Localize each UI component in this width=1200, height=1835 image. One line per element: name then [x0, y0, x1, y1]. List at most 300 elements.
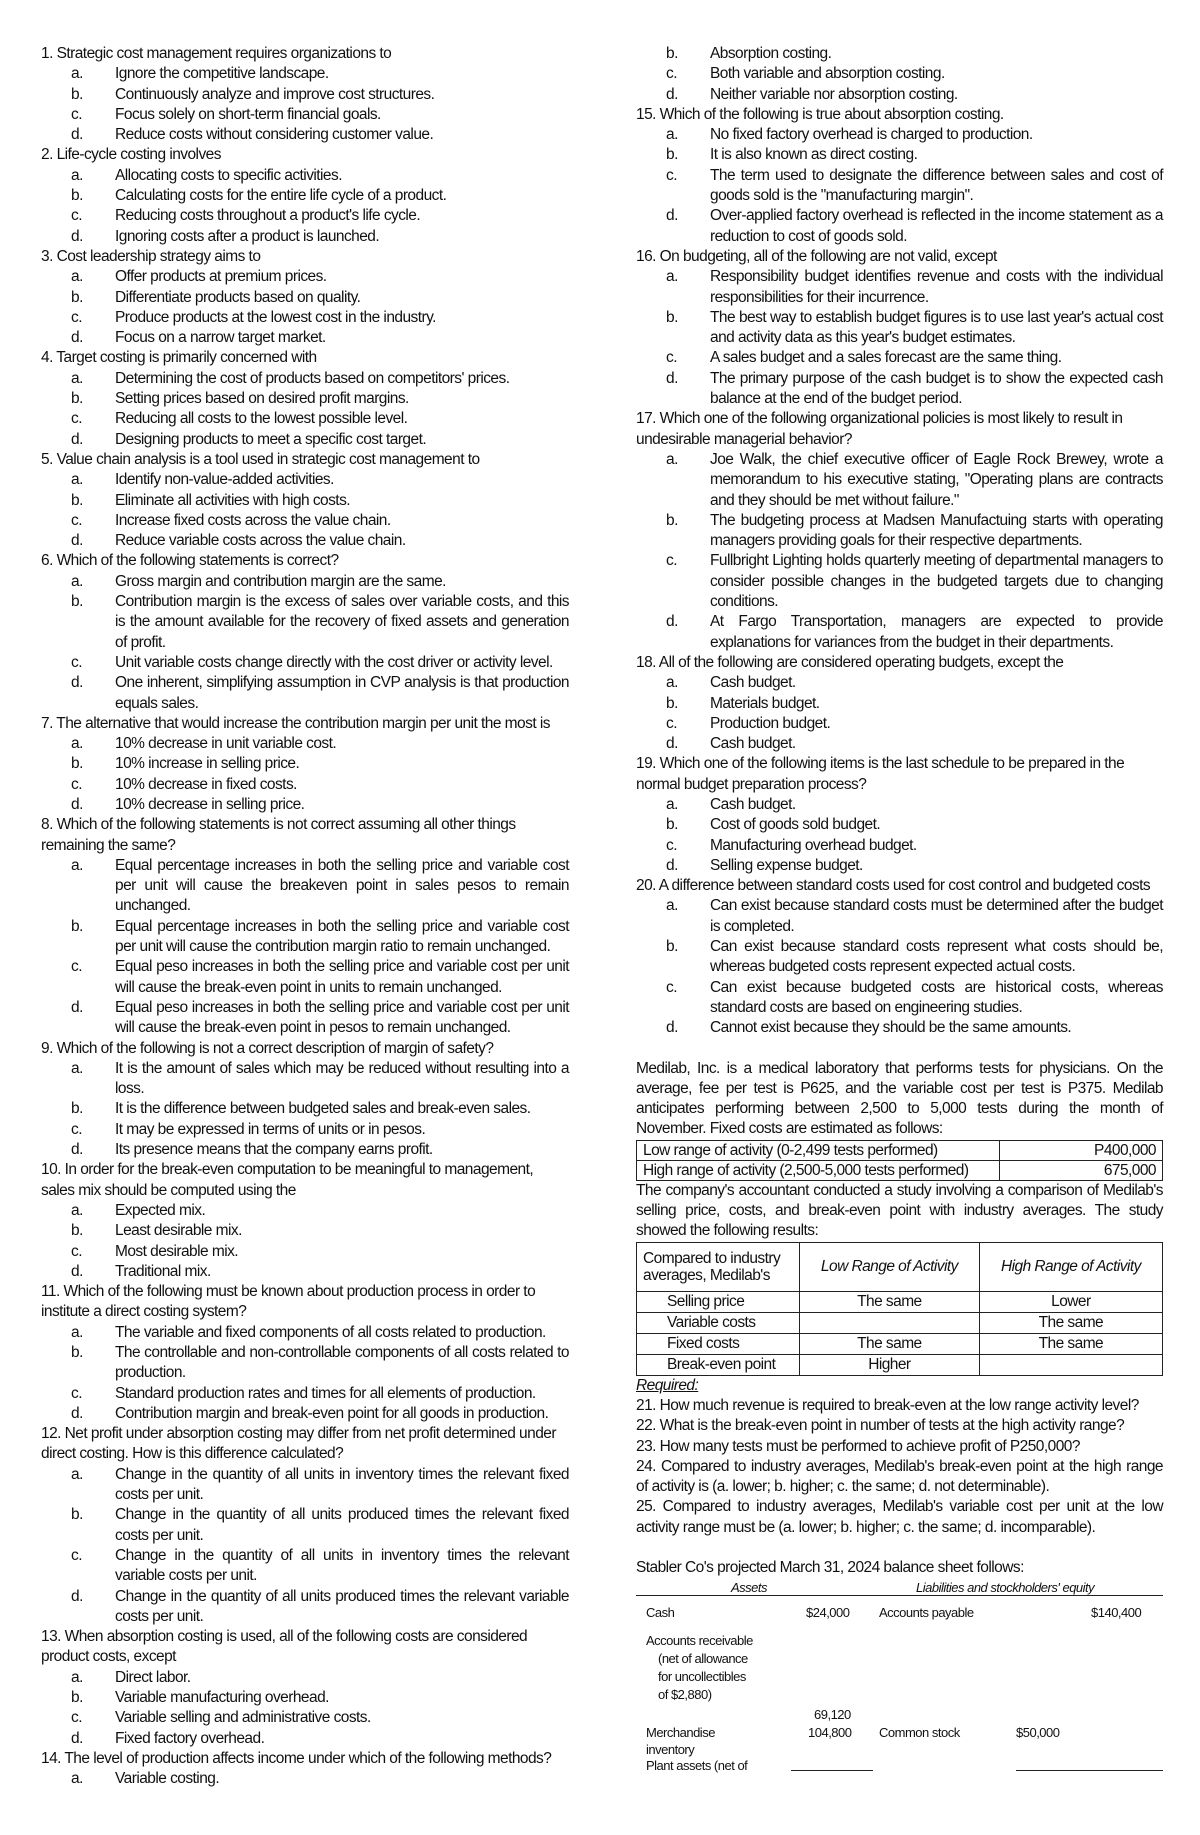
question-stem: 9. Which of the following is not a correct description of margin of safety? [41, 1039, 494, 1057]
common-stock-amount: $50,000 [1016, 1725, 1060, 1741]
answer-options [636, 125, 1163, 247]
question-stem: 3. Cost leadership strategy aims to [41, 247, 261, 265]
option-letter: c. [71, 1709, 82, 1727]
option-letter: c. [71, 1546, 82, 1564]
ar-label-line: Accounts receivable [646, 1633, 753, 1649]
option-text: Increase fixed costs across the value chain. [115, 511, 391, 529]
answer-option [65, 957, 569, 998]
answer-option [660, 694, 1163, 714]
q14-continued-options [636, 44, 1163, 105]
answer-option [65, 64, 569, 84]
option-text: Produce products at the lowest cost in the industry. [115, 308, 436, 326]
answer-option [660, 64, 1163, 84]
answer-option [660, 551, 1163, 612]
answer-options [636, 795, 1163, 876]
option-letter: a. [71, 735, 83, 753]
answer-options [41, 734, 569, 815]
answer-options [636, 450, 1163, 653]
required-item: 22. What is the break-even point in number of tests at the high activity range? [636, 1417, 1125, 1435]
option-text: Neither variable nor absorption costing. [710, 85, 958, 103]
question-stem: 4. Target costing is primarily concerned with [41, 349, 317, 367]
table-row [637, 1140, 1163, 1160]
table-row [637, 1354, 1163, 1375]
common-stock-label: Common stock [879, 1725, 960, 1741]
option-letter: a. [71, 1201, 83, 1219]
row-label: Break-even point [637, 1354, 800, 1375]
table-row [637, 1333, 1163, 1354]
option-letter: c. [71, 775, 82, 793]
option-letter: c. [71, 1242, 82, 1260]
answer-option [65, 1668, 569, 1688]
medilab-intro: Medilab, Inc. is a medical laboratory that performs tests for physicians. On the average, fee per test is P625, and the variable cost per test is P375. Medilab anticipates performing between 2,500 to 5,000 tests during the month of November. Fixed costs are estimated as follows: [636, 1059, 1163, 1138]
option-text: Change in the quantity of all units in inventory times the relevant variable costs per unit. [115, 1546, 569, 1585]
answer-options [636, 267, 1163, 409]
option-letter: d. [666, 735, 678, 753]
answer-options [636, 673, 1163, 754]
option-text: Cash budget. [710, 795, 796, 813]
question-stem: 5. Value chain analysis is a tool used in strategic cost management to [41, 450, 480, 468]
option-letter: a. [666, 268, 678, 286]
answer-option [65, 1384, 569, 1404]
stabler-intro: Stabler Co's projected March 31, 2024 balance sheet follows: [636, 1559, 1024, 1576]
option-letter: b. [71, 390, 83, 408]
merchandise-amount: 104,800 [808, 1725, 852, 1741]
option-letter: d. [666, 207, 678, 225]
option-letter: c. [666, 166, 677, 184]
table-row [637, 1291, 1163, 1312]
option-letter: a. [71, 1323, 83, 1341]
option-text: A sales budget and a sales forecast are the same thing. [710, 349, 1062, 367]
option-text: Joe Walk, the chief executive officer of Eagle Rock Brewey, wrote a memorandum to his executive stating, "Operating plans are contracts and they should be met without failure." [710, 450, 1163, 509]
option-letter: a. [71, 1668, 83, 1686]
option-text: Focus on a narrow target market. [115, 329, 326, 347]
option-text: Direct labor. [115, 1668, 191, 1686]
option-text: Cash budget. [710, 674, 796, 692]
answer-option [65, 1120, 569, 1140]
option-letter: b. [71, 1344, 83, 1361]
merchandise-label-line: inventory [646, 1742, 695, 1758]
merchandise-label-line: Merchandise [646, 1725, 715, 1741]
column-header: High Range of Activity [979, 1242, 1162, 1291]
answer-option [65, 206, 569, 226]
answer-option [65, 1769, 569, 1789]
option-letter: d. [71, 227, 83, 245]
option-text: It is also known as direct costing. [710, 146, 918, 164]
option-text: One inherent, simplifying assumption in CVP analysis is that production equals sales. [115, 674, 569, 712]
option-text: Equal percentage increases in both the selling price and variable cost per unit will cause the breakeven point in sales pesos to remain unchanged. [115, 856, 569, 915]
option-text: Responsibility budget identifies revenue and costs with the individual responsibilities for their incurrence. [710, 268, 1163, 306]
option-text: Change in the quantity of all units produced times the relevant fixed costs per unit. [115, 1506, 569, 1544]
option-text: Its presence means that the company earns profit. [115, 1141, 433, 1159]
option-text: Designing products to meet a specific cost target. [115, 430, 427, 448]
option-text: The variable and fixed components of all costs related to production. [115, 1323, 546, 1341]
answer-option [660, 85, 1163, 105]
option-letter: d. [666, 1019, 678, 1037]
required-item: 25. Compared to industry averages, Medilab's variable cost per unit at the low activity range must be (a. lower; b. higher; c. the same; d. incomparable). [636, 1498, 1163, 1536]
option-letter: a. [666, 674, 678, 692]
option-text: Reducing costs throughout a product's life cycle. [115, 207, 421, 225]
option-text: Contribution margin is the excess of sales over variable costs, and this is the amount available for the recovery of fixed assets and generation of profit. [115, 593, 569, 651]
option-text: Fixed factory overhead. [115, 1729, 265, 1747]
option-text: Setting prices based on desired profit margins. [115, 390, 409, 408]
option-letter: b. [666, 308, 678, 326]
option-letter: d. [71, 795, 83, 813]
cash-amount: $24,000 [806, 1605, 850, 1621]
answer-option [65, 430, 569, 450]
question-stem: 16. On budgeting, all of the following are not valid, except [636, 247, 997, 265]
option-letter: d. [71, 1141, 83, 1159]
option-letter: d. [71, 1262, 83, 1280]
answer-option [660, 267, 1163, 308]
answer-option [65, 267, 569, 287]
answer-option [65, 1221, 569, 1241]
answer-option [65, 1708, 569, 1728]
fixed-costs-table [636, 1140, 1163, 1181]
option-text: Both variable and absorption costing. [710, 65, 945, 83]
option-letter: c. [71, 653, 82, 671]
answer-options [41, 856, 569, 1039]
option-text: 10% decrease in selling price. [115, 795, 305, 813]
answer-option [660, 714, 1163, 734]
assets-header: Assets [731, 1580, 768, 1596]
question-stem: 11. Which of the following must be known about production process in order to institute a direct costing system? [41, 1283, 536, 1321]
answer-option [65, 917, 569, 958]
table-cell: The same [979, 1312, 1162, 1333]
option-letter: d. [71, 430, 83, 448]
answer-option [65, 1262, 569, 1282]
question-stem: 18. All of the following are considered operating budgets, except the [636, 653, 1064, 671]
option-text: 10% increase in selling price. [115, 755, 300, 773]
option-text: Reduce costs without considering customer value. [115, 126, 434, 144]
option-text: 10% decrease in unit variable cost. [115, 735, 337, 753]
answer-option [660, 166, 1163, 207]
answer-option [65, 673, 569, 714]
option-text: Production budget. [710, 714, 831, 732]
option-text: Allocating costs to specific activities. [115, 166, 342, 184]
option-letter: c. [71, 410, 82, 428]
row-label: Fixed costs [637, 1333, 800, 1354]
answer-options [41, 166, 569, 247]
table-row [637, 1160, 1163, 1180]
option-letter: c. [71, 308, 82, 326]
question-stem: 2. Life-cycle costing involves [41, 146, 221, 164]
option-text: Least desirable mix. [115, 1222, 242, 1240]
option-letter: d. [71, 126, 83, 144]
answer-options [636, 896, 1163, 1038]
option-letter: a. [666, 795, 678, 813]
option-text: Reducing all costs to the lowest possible level. [115, 410, 408, 428]
option-letter: c. [71, 1384, 82, 1402]
answer-option [660, 836, 1163, 856]
option-letter: c. [71, 958, 82, 976]
answer-options [41, 267, 569, 348]
answer-option [660, 896, 1163, 937]
option-text: Eliminate all activities with high costs. [115, 491, 351, 509]
option-letter: a. [71, 268, 83, 286]
answer-option [660, 450, 1163, 511]
option-text: Ignoring costs after a product is launched. [115, 227, 380, 245]
option-letter: b. [71, 288, 83, 306]
option-text: 10% decrease in fixed costs. [115, 775, 297, 793]
answer-option [660, 145, 1163, 165]
option-text: Cannot exist because they should be the same amounts. [710, 1019, 1072, 1037]
question-stem: 17. Which one of the following organizational policies is most likely to result in undesirable managerial behavior? [636, 410, 1123, 448]
answer-option [65, 754, 569, 774]
total-underline [791, 1770, 873, 1771]
ar-amount: 69,120 [814, 1707, 851, 1723]
option-text: Over-applied factory overhead is reflected in the income statement as a reduction to cost of goods sold. [710, 207, 1163, 245]
row-label: Variable costs [637, 1312, 800, 1333]
answer-option [660, 815, 1163, 835]
table-row [637, 1312, 1163, 1333]
option-letter: a. [71, 1770, 83, 1788]
stabler-problem [636, 1558, 1163, 1774]
answer-option [65, 795, 569, 815]
question-stem: 12. Net profit under absorption costing may differ from net profit determined under direct costing. How is this difference calculated? [41, 1425, 556, 1463]
option-text: Differentiate products based on quality. [115, 288, 361, 306]
answer-option [660, 1018, 1163, 1038]
required-label: Required: [636, 1376, 699, 1394]
option-letter: c. [666, 349, 677, 367]
option-text: Equal percentage increases in both the selling price and variable cost per unit will cause the contribution margin ratio to remain unchanged. [115, 917, 569, 956]
option-letter: b. [666, 511, 678, 529]
option-letter: b. [71, 917, 83, 935]
option-letter: d. [666, 85, 678, 103]
option-letter: a. [666, 450, 678, 468]
medilab-study-text: The company's accountant conducted a study involving a comparison of Medilab's selling price, costs, and break-even point with industry averages. The study showed the following results: [636, 1181, 1163, 1240]
option-letter: d. [71, 329, 83, 347]
option-text: Change in the quantity of all units in inventory times the relevant fixed costs per unit. [115, 1465, 569, 1504]
fixed-cost-label: Low range of activity (0-2,499 tests performed) [637, 1140, 1000, 1160]
required-item: 24. Compared to industry averages, Medilab's break-even point at the high range of activity is (a. lower; b. higher; c. the same; d. not determinable). [636, 1457, 1163, 1496]
question-stem: 14. The level of production affects income under which of the following methods? [41, 1749, 552, 1767]
medilab-problem [636, 1059, 1163, 1538]
table-cell [800, 1312, 980, 1333]
option-letter: c. [666, 978, 677, 996]
option-letter: d. [71, 1729, 83, 1747]
option-letter: b. [71, 85, 83, 103]
option-text: It may be expressed in terms of units or in pesos. [115, 1120, 426, 1138]
answer-option [65, 572, 569, 592]
option-text: Identify non-value-added activities. [115, 471, 334, 489]
answer-option [65, 1505, 569, 1546]
answer-options [41, 1201, 569, 1282]
option-letter: c. [71, 207, 82, 225]
answer-option [660, 125, 1163, 145]
comparison-table [636, 1242, 1163, 1376]
question-stem: 20. A difference between standard costs used for cost control and budgeted costs [636, 877, 1151, 895]
answer-option [65, 470, 569, 490]
table-cell: The same [979, 1333, 1162, 1354]
question-stem: 19. Which one of the following items is the last schedule to be prepared in the normal budget preparation process? [636, 755, 1125, 793]
column-header: Compared to industry averages, Medilab's [637, 1242, 800, 1291]
accounts-payable-label: Accounts payable [879, 1605, 974, 1621]
option-letter: d. [71, 1404, 83, 1422]
answer-option [660, 612, 1163, 653]
option-letter: a. [666, 897, 678, 915]
option-text: Equal peso increases in both the selling price and variable cost per unit will cause the break-even point in pesos to remain unchanged. [115, 998, 569, 1037]
answer-option [65, 998, 569, 1039]
option-letter: b. [71, 187, 83, 205]
option-letter: b. [71, 1689, 83, 1707]
option-letter: a. [71, 471, 83, 489]
answer-options [41, 1769, 569, 1789]
answer-option [65, 511, 569, 531]
option-text: Calculating costs for the entire life cycle of a product. [115, 187, 447, 205]
answer-option [65, 1343, 569, 1384]
answer-options [41, 64, 569, 145]
answer-option [660, 308, 1163, 349]
answer-option [65, 1059, 569, 1100]
option-letter: d. [666, 369, 678, 387]
option-letter: c. [666, 836, 677, 854]
right-questions [636, 105, 1163, 1039]
option-text: Variable selling and administrative costs. [115, 1709, 371, 1727]
option-letter: b. [71, 593, 83, 611]
answer-option [660, 937, 1163, 978]
answer-option [65, 125, 569, 145]
answer-options [41, 470, 569, 551]
option-letter: c. [71, 511, 82, 529]
option-letter: c. [666, 65, 677, 83]
option-letter: b. [666, 694, 678, 712]
option-letter: a. [71, 65, 83, 83]
option-text: Unit variable costs change directly with the cost driver or activity level. [115, 653, 553, 671]
option-letter: b. [71, 1222, 83, 1240]
option-letter: a. [71, 856, 83, 874]
answer-option [65, 369, 569, 389]
answer-option [65, 1587, 569, 1628]
answer-option [660, 348, 1163, 368]
option-letter: b. [666, 45, 678, 62]
option-letter: a. [71, 1059, 83, 1077]
answer-option [65, 531, 569, 551]
answer-option [65, 1546, 569, 1587]
option-text: Offer products at premium prices. [115, 268, 327, 286]
answer-option [65, 328, 569, 348]
option-text: Reduce variable costs across the value chain. [115, 532, 406, 550]
option-text: Fullbright Lighting holds quarterly meeting of departmental managers to consider possible changes in the budgeted targets due to changing conditions. [710, 552, 1163, 611]
option-text: Selling expense budget. [710, 856, 863, 874]
answer-options [41, 1059, 569, 1160]
question-stem: 6. Which of the following statements is correct? [41, 552, 339, 570]
option-letter: c. [71, 105, 82, 123]
option-text: Contribution margin and break-even point for all goods in production. [115, 1404, 549, 1422]
option-text: Can exist because standard costs must be determined after the budget is completed. [710, 897, 1163, 935]
option-text: Absorption costing. [710, 45, 832, 62]
answer-options [41, 572, 569, 714]
option-text: Equal peso increases in both the selling price and variable cost per unit will cause the break-even point in units to remain unchanged. [115, 958, 569, 996]
answer-option [65, 775, 569, 795]
option-text: It is the amount of sales which may be reduced without resulting into a loss. [115, 1059, 569, 1098]
option-text: Manufacturing overhead budget. [710, 836, 917, 854]
option-text: No fixed factory overhead is charged to production. [710, 126, 1033, 144]
fixed-cost-label: High range of activity (2,500-5,000 tests performed) [637, 1160, 1000, 1180]
answer-option [65, 1201, 569, 1221]
table-cell: Higher [800, 1354, 980, 1375]
table-cell: Lower [979, 1291, 1162, 1312]
answer-option [65, 1323, 569, 1343]
option-letter: d. [71, 674, 83, 692]
option-letter: b. [71, 755, 83, 773]
option-text: Variable manufacturing overhead. [115, 1689, 329, 1707]
answer-option [65, 85, 569, 105]
answer-option [660, 856, 1163, 876]
option-letter: c. [666, 714, 677, 732]
option-text: Continuously analyze and improve cost structures. [115, 85, 435, 103]
option-letter: b. [666, 146, 678, 164]
option-text: The budgeting process at Madsen Manufactuing starts with operating managers providing goals for their respective departments. [710, 511, 1163, 550]
answer-option [65, 1688, 569, 1708]
option-letter: a. [71, 166, 83, 184]
required-item: 21. How much revenue is required to break-even at the low range activity level? [636, 1396, 1139, 1414]
accounts-payable-amount: $140,400 [1091, 1605, 1142, 1621]
option-letter: b. [71, 491, 83, 509]
answer-option [65, 653, 569, 673]
answer-option [660, 206, 1163, 247]
answer-option [65, 288, 569, 308]
option-letter: b. [666, 816, 678, 834]
left-column [41, 44, 569, 1790]
answer-option [65, 186, 569, 206]
answer-option [660, 795, 1163, 815]
option-text: Cash budget. [710, 735, 796, 753]
answer-option [65, 856, 569, 917]
answer-option [660, 734, 1163, 754]
answer-option [65, 1465, 569, 1506]
option-text: Variable costing. [115, 1770, 220, 1788]
option-letter: a. [71, 572, 83, 590]
option-text: Cost of goods sold budget. [710, 816, 881, 834]
option-letter: d. [71, 532, 83, 550]
column-header: Low Range of Activity [800, 1242, 980, 1291]
option-letter: b. [71, 1100, 83, 1118]
answer-option [65, 592, 569, 653]
answer-option [65, 166, 569, 186]
cash-label: Cash [646, 1605, 675, 1621]
fixed-cost-amount: P400,000 [1000, 1140, 1163, 1160]
required-items [636, 1396, 1163, 1538]
option-text: Focus solely on short-term financial goals. [115, 105, 381, 123]
answer-option [65, 105, 569, 125]
option-letter: a. [71, 369, 83, 387]
answer-option [65, 1242, 569, 1262]
option-letter: c. [71, 1120, 82, 1138]
answer-option [660, 511, 1163, 552]
ar-label-line: for uncollectibles [658, 1669, 746, 1685]
option-letter: b. [666, 938, 678, 956]
option-text: Ignore the competitive landscape. [115, 65, 329, 83]
answer-option [65, 389, 569, 409]
question-stem: 13. When absorption costing is used, all of the following costs are considered product costs, except [41, 1628, 528, 1666]
question-stem: 1. Strategic cost management requires organizations to [41, 45, 392, 62]
answer-option [65, 227, 569, 247]
balance-sheet [636, 1578, 1163, 1774]
option-text: Change in the quantity of all units produced times the relevant variable costs per unit. [115, 1587, 569, 1625]
option-letter: c. [666, 552, 677, 570]
table-cell: The same [800, 1333, 980, 1354]
table-cell [979, 1354, 1162, 1375]
answer-option [65, 409, 569, 429]
option-letter: d. [666, 856, 678, 874]
option-text: The primary purpose of the cash budget is to show the expected cash balance at the end of the budget period. [710, 369, 1163, 408]
ar-label-line: (net of allowance [658, 1651, 748, 1667]
total-underline [1016, 1770, 1163, 1771]
answer-option [65, 1140, 569, 1160]
question-stem: 8. Which of the following statements is not correct assuming all other things remaining the same? [41, 816, 516, 854]
answer-option [65, 308, 569, 328]
answer-option [660, 369, 1163, 410]
